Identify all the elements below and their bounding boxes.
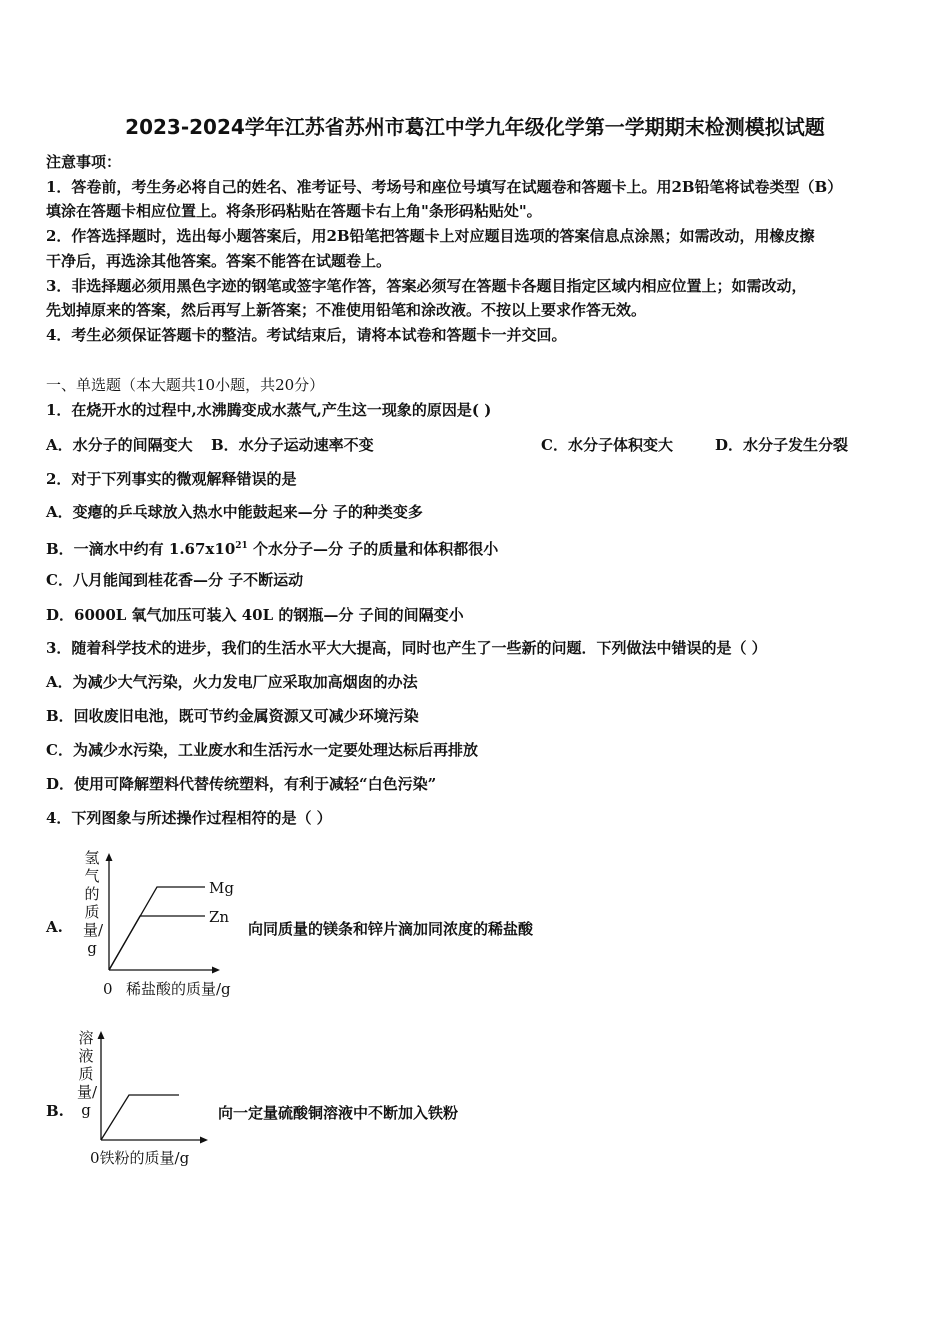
q4-option-b-letter: B. [46, 1102, 64, 1120]
q2-option-b-exponent: 21 [235, 541, 248, 551]
notice-line: 3．非选择题必须用黑色字迹的钢笔或签字笔作答，答案必须写在答题卡各题目指定区域内相应位置上；如需改动， [46, 277, 807, 295]
mg-curve [109, 887, 205, 970]
x-axis-label: 稀盐酸的质量/g [126, 980, 231, 998]
q4-option-b-graph [72, 1025, 222, 1175]
mg-label: Mg [209, 879, 234, 897]
q4-option-b-description: 向一定量硫酸铜溶液中不断加入铁粉 [218, 1104, 459, 1122]
notice-line: 干净后，再选涂其他答案。答案不能答在试题卷上。 [46, 252, 392, 270]
q2-option-c: C．八月能闻到桂花香—分 子不断运动 [46, 571, 304, 589]
notice-line: 2．作答选择题时，选出每小题答案后，用2B铅笔把答题卡上对应题目选项的答案信息点涂黑；如需改动，用橡皮擦 [46, 227, 815, 245]
y-axis-label: 溶液质量/g [77, 1029, 98, 1119]
x-axis-label: 0铁粉的质量/g [90, 1149, 190, 1167]
x-axis-arrow [200, 1137, 208, 1144]
origin-label: 0 [103, 980, 113, 998]
page-title: 2023-2024学年江苏省苏州市葛江中学九年级化学第一学期期末检测模拟试题 [125, 115, 825, 139]
q1-option-c: C．水分子体积变大 [541, 436, 673, 454]
notice-line: 先划掉原来的答案，然后再写上新答案；不准使用铅笔和涂改液。不按以上要求作答无效。 [46, 301, 647, 319]
section-heading: 一、单选题（本大题共10小题，共20分） [46, 376, 325, 394]
q3-option-a: A．为减少大气污染，火力发电厂应采取加高烟囱的办法 [46, 673, 418, 691]
question-2-stem: 2．对于下列事实的微观解释错误的是 [46, 470, 297, 488]
zn-label: Zn [209, 908, 230, 926]
q1-option-a: A．水分子的间隔变大 [46, 436, 193, 454]
q4-option-a-graph [78, 845, 248, 1005]
question-3-stem: 3．随着科学技术的进步，我们的生活水平大大提高，同时也产生了一些新的问题．下列做法中错误的是（ ） [46, 639, 767, 657]
question-4-stem: 4．下列图象与所述操作过程相符的是（ ） [46, 809, 332, 827]
q2-option-d: D．6000L 氧气加压可装入 40L 的钢瓶—分 子间的间隔变小 [46, 606, 464, 624]
notice-heading: 注意事项： [46, 153, 122, 171]
q2-option-b-post: 个水分子—分 子的质量和体积都很小 [247, 540, 499, 558]
q1-option-d: D．水分子发生分裂 [715, 436, 849, 454]
q1-option-b: B．水分子运动速率不变 [211, 436, 374, 454]
solution-curve [101, 1095, 179, 1140]
q2-option-b [46, 536, 498, 559]
y-axis-arrow [98, 1031, 105, 1039]
notice-line: 4．考生必须保证答题卡的整洁。考试结束后，请将本试卷和答题卡一并交回。 [46, 326, 567, 344]
q3-option-c: C．为减少水污染，工业废水和生活污水一定要处理达标后再排放 [46, 741, 478, 759]
y-axis-label: 氢气的质量/g [83, 849, 104, 957]
q2-option-b-pre: B．一滴水中约有 1.67x10 [46, 540, 236, 558]
q3-option-d: D．使用可降解塑料代替传统塑料，有利于减轻“白色污染” [46, 775, 437, 793]
x-axis-arrow [212, 967, 220, 974]
q4-option-a-description: 向同质量的镁条和锌片滴加同浓度的稀盐酸 [248, 920, 534, 938]
q4-option-a-letter: A. [46, 918, 63, 936]
notice-line: 填涂在答题卡相应位置上。将条形码粘贴在答题卡右上角"条形码粘贴处"。 [46, 202, 542, 220]
zn-curve [109, 916, 205, 970]
question-1-stem: 1．在烧开水的过程中,水沸腾变成水蒸气,产生这一现象的原因是( ) [46, 401, 492, 419]
notice-line: 1．答卷前，考生务必将自己的姓名、准考证号、考场号和座位号填写在试题卷和答题卡上。用2B铅笔将试卷类型（B） [46, 178, 843, 196]
q3-option-b: B．回收废旧电池，既可节约金属资源又可减少环境污染 [46, 707, 419, 725]
q2-option-a: A．变瘪的乒乓球放入热水中能鼓起来—分 子的种类变多 [46, 503, 423, 521]
y-axis-arrow [106, 853, 113, 861]
